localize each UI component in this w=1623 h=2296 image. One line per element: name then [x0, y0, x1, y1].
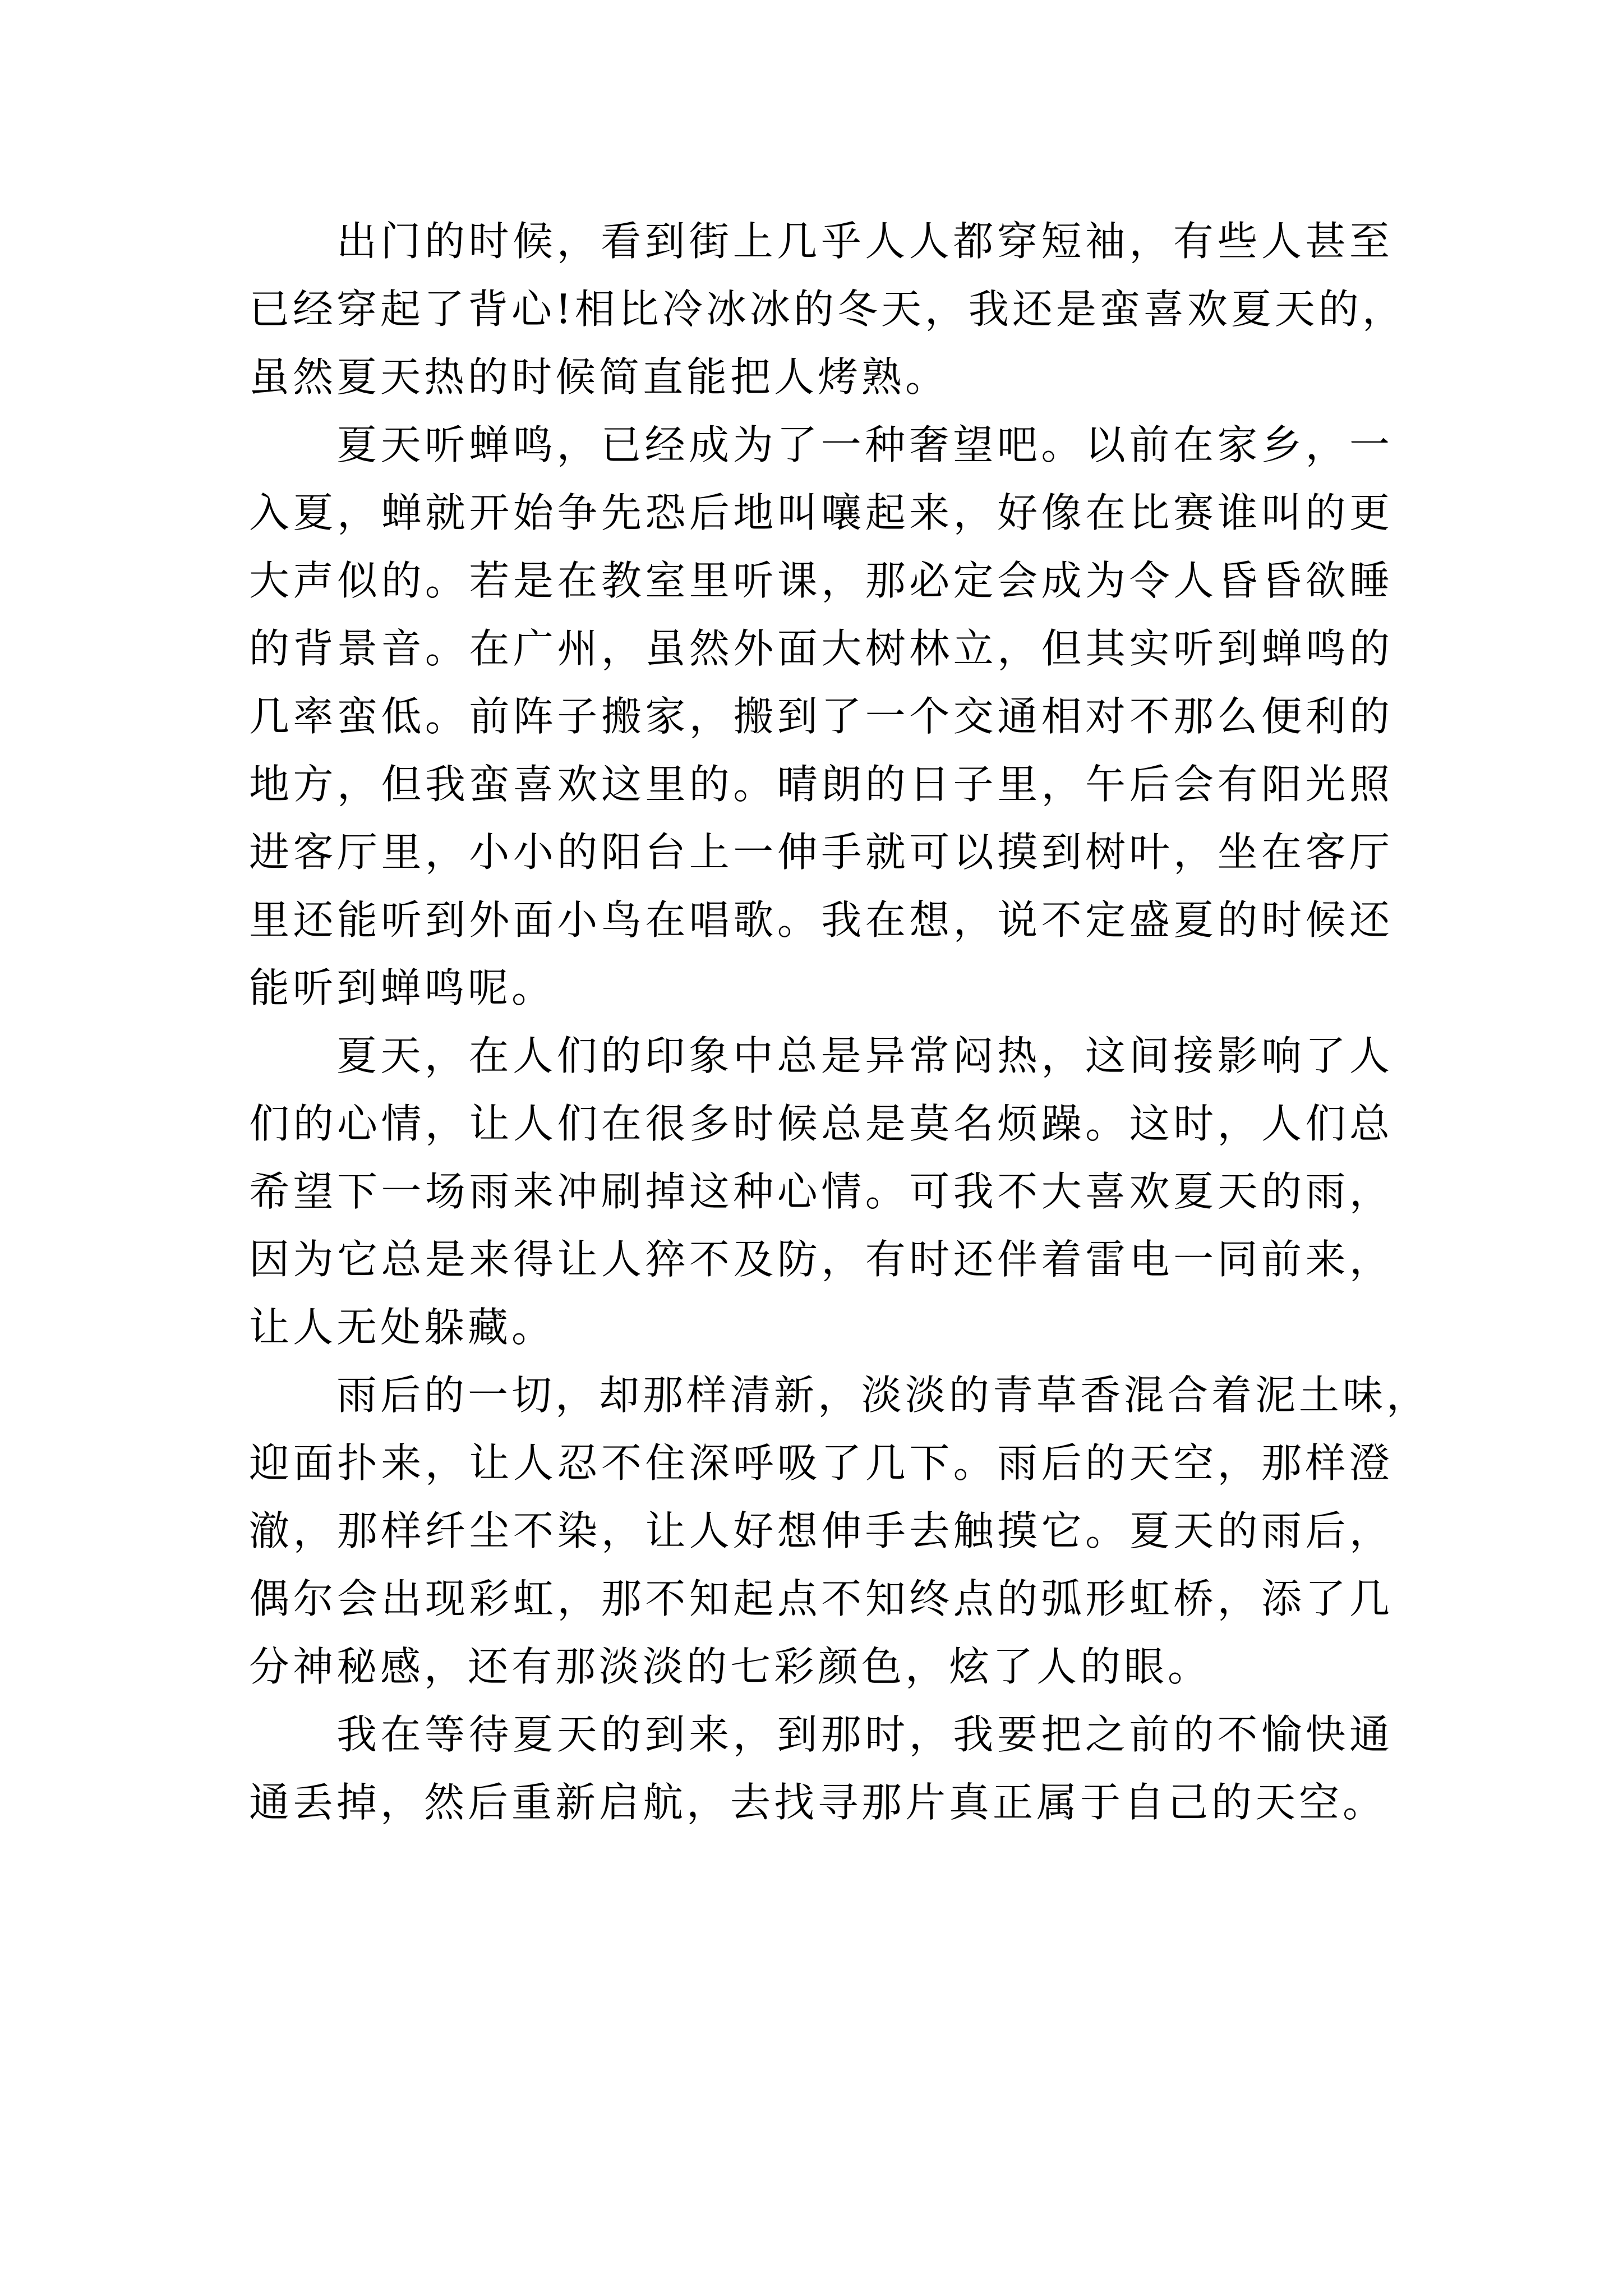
paragraph-line: 让人无处躲藏。 — [249, 1304, 556, 1351]
paragraph-line: 进客厅里，小小的阳台上一伸手就可以摸到树叶，坐在客厅 — [249, 829, 1393, 876]
paragraph-line: 能听到蝉鸣呢。 — [249, 964, 556, 1011]
paragraph-line: 已经穿起了背心!相比冷冰冰的冬天，我还是蛮喜欢夏天的， — [249, 286, 1406, 333]
paragraph-line: 通丢掉，然后重新启航，去找寻那片真正属于自己的天空。 — [249, 1779, 1387, 1826]
paragraph-5 — [249, 1701, 1393, 1837]
paragraph-1 — [249, 208, 1406, 411]
paragraph-line: 地方，但我蛮喜欢这里的。晴朗的日子里，午后会有阳光照 — [249, 761, 1393, 808]
paragraph-line: 我在等待夏天的到来，到那时，我要把之前的不愉快通 — [336, 1711, 1393, 1758]
paragraph-line: 入夏，蝉就开始争先恐后地叫嚷起来，好像在比赛谁叫的更 — [249, 489, 1393, 536]
paragraph-line: 分神秘感，还有那淡淡的七彩颜色，炫了人的眼。 — [249, 1643, 1212, 1690]
paragraph-2 — [249, 411, 1393, 1022]
document-body — [249, 208, 1431, 1837]
paragraph-line: 几率蛮低。前阵子搬家，搬到了一个交通相对不那么便利的 — [249, 693, 1393, 740]
paragraph-line: 出门的时候，看到街上几乎人人都穿短袖，有些人甚至 — [336, 218, 1393, 265]
paragraph-line: 的背景音。在广州，虽然外面大树林立，但其实听到蝉鸣的 — [249, 625, 1393, 672]
paragraph-3 — [249, 1022, 1393, 1361]
paragraph-line: 里还能听到外面小鸟在唱歌。我在想，说不定盛夏的时候还 — [249, 896, 1393, 944]
paragraph-line: 们的心情，让人们在很多时候总是莫名烦躁。这时，人们总 — [249, 1100, 1393, 1147]
paragraph-line: 虽然夏天热的时候简直能把人烤熟。 — [249, 353, 949, 401]
paragraph-line: 澈，那样纤尘不染，让人好想伸手去触摸它。夏天的雨后， — [249, 1507, 1393, 1554]
paragraph-line: 雨后的一切，却那样清新，淡淡的青草香混合着泥土味， — [336, 1372, 1431, 1419]
paragraph-line: 希望下一场雨来冲刷掉这种心情。可我不大喜欢夏天的雨， — [249, 1168, 1393, 1215]
paragraph-line: 迎面扑来，让人忍不住深呼吸了几下。雨后的天空，那样澄 — [249, 1439, 1393, 1487]
paragraph-line: 大声似的。若是在教室里听课，那必定会成为令人昏昏欲睡 — [249, 557, 1393, 604]
paragraph-4 — [249, 1361, 1431, 1701]
paragraph-line: 夏天听蝉鸣，已经成为了一种奢望吧。以前在家乡，一 — [336, 421, 1393, 468]
paragraph-line: 夏天，在人们的印象中总是异常闷热，这间接影响了人 — [336, 1032, 1393, 1079]
paragraph-line: 因为它总是来得让人猝不及防，有时还伴着雷电一同前来， — [249, 1236, 1393, 1283]
paragraph-line: 偶尔会出现彩虹，那不知起点不知终点的弧形虹桥，添了几 — [249, 1575, 1393, 1622]
